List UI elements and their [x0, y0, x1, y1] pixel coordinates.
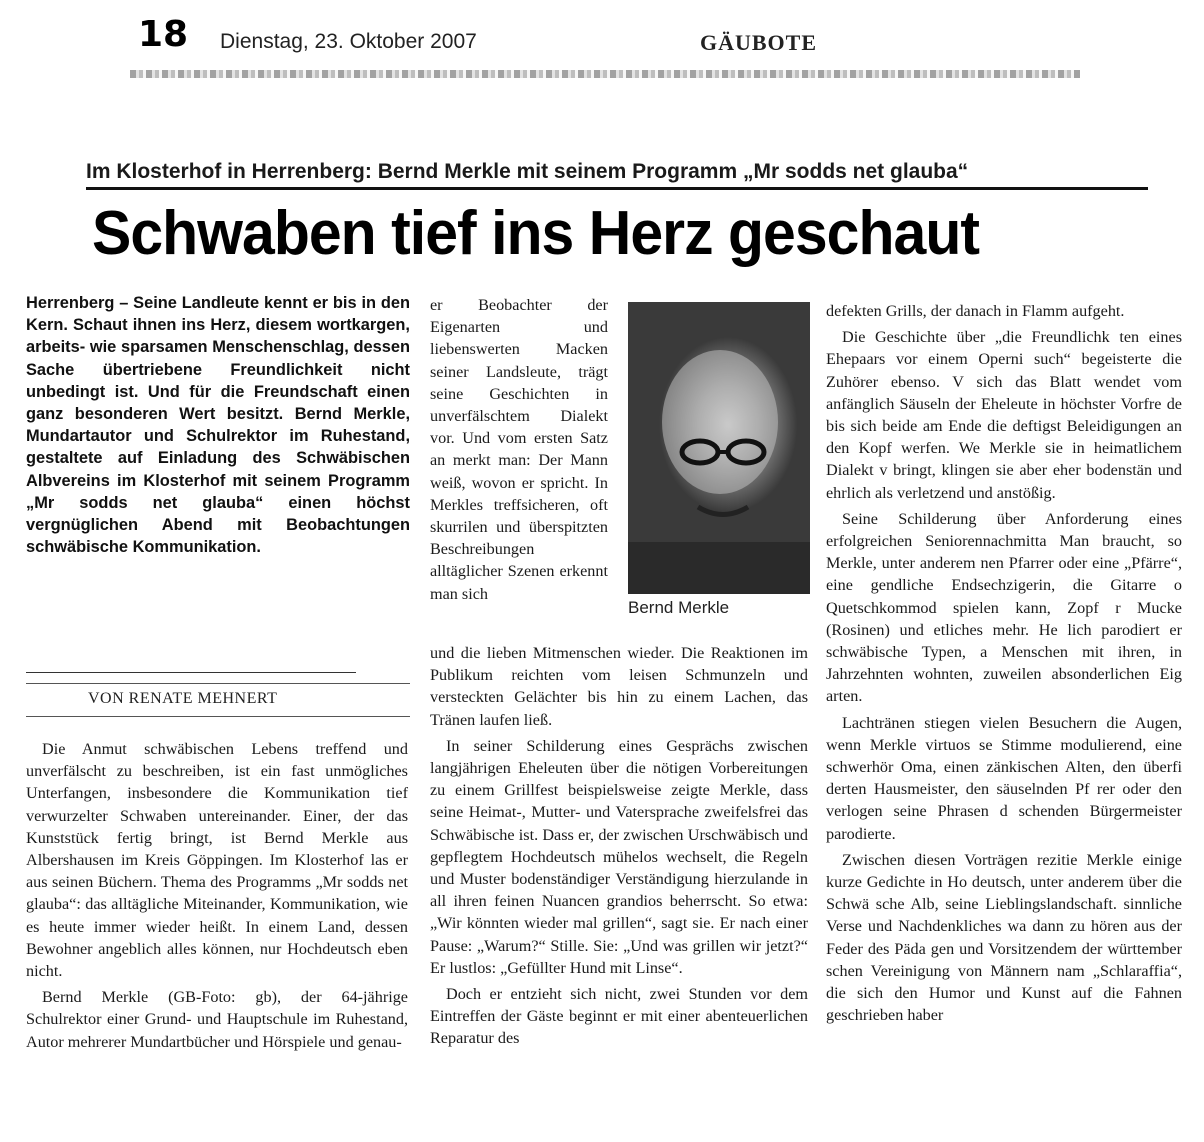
- photo-caption: Bernd Merkle: [628, 598, 730, 617]
- article-column-1: [26, 738, 408, 1057]
- author-photo: [628, 302, 810, 594]
- header-rule: [130, 70, 1080, 78]
- page-number: 18: [138, 14, 189, 55]
- paragraph: er Beobachter der Eigenarten und liebenswerten Macken seiner Landsleute, trägt seine Geschichten in unverfälschtem Dialekt vor. Und vom ersten Satz an merkt man: Der Mann weiß, wovon er spricht. In Merkles treffsicheren, oft skurrilen und überspitzten Beschreibungen alltäglicher Szenen erkennt man sich: [430, 296, 608, 603]
- paragraph: Bernd Merkle (GB-Foto: gb), der 64-jährige Schulrektor einer Grund- und Hauptschule im Ruhestand, Autor mehrerer Mundartbücher und Hörspiele und genau-: [26, 988, 408, 1051]
- paragraph: Doch er entzieht sich nicht, zwei Stunden vor dem Eintreffen der Gäste beginnt er mit einer abenteuerlichen Reparatur des: [430, 985, 808, 1048]
- paragraph: defekten Grills, der danach in Flamm aufgeht.: [826, 302, 1125, 320]
- byline-rule-bottom: [26, 716, 410, 717]
- lead-divider: [26, 672, 356, 673]
- article-column-2-top: [430, 294, 608, 609]
- issue-date: Dienstag, 23. Oktober 2007: [220, 30, 477, 53]
- article-column-2: [430, 642, 808, 1054]
- byline-rule-top: [26, 683, 410, 684]
- newspaper-name: GÄUBOTE: [700, 30, 818, 55]
- paragraph: Die Anmut schwäbischen Lebens treffend und unverfälscht zu beschreiben, ist ein fast unmögliches Unterfangen, insbesondere die Kommunikation tief verwurzelter Schwaben untereinander. Einer, der das Kunststück fertig bringt, ist Bernd Merkle aus Albershausen im Kreis Göppingen. Im Klosterhof las er aus seinen Büchern. Thema des Programms „Mr sodds net glauba“: das alltägliche Miteinander, Kommunikation, wie es heute immer wieder heißt. In einem Land, dessen Bewohner angeblich alles können, nur Hochdeutsch eben nicht.: [26, 740, 408, 981]
- article-column-3: [826, 300, 1182, 1031]
- paragraph: Die Geschichte über „die Freundlichk ten eines Ehepaars vor einem Operni such“ begeisterte die Zuhörer ebenso. V sich das Blatt wendet vom anfänglich Säuseln der Eheleute in höchster Vorfre de bis sich beide am Ende die deftigst Beleidigungen an den Kopf werfen. We Merkle sie in heimatlichem Dialekt v bringt, klingen sie aber eher bodenstän und ehrlich als verletzend und anstößig.: [826, 328, 1182, 502]
- article-kicker: Im Klosterhof in Herrenberg: Bernd Merkle mit seinem Programm „Mr sodds net glauba“: [86, 160, 1148, 190]
- article-lead: Herrenberg – Seine Landleute kennt er bis in den Kern. Schaut ihnen ins Herz, diesem wortkargen, arbeits- wie sparsamen Menschenschlag, dessen Sache übertriebene Freundlichkeit nicht unbedingt ist. Und für die Freundschaft einen ganz besonderen Wert besitzt. Bernd Merkle, Mundartautor und Schulrektor im Ruhestand, gestaltete auf Einladung des Schwäbischen Albvereins im Klosterhof mit seinem Programm „Mr sodds net glauba“ einen höchst vergnüglichen Abend mit Beobachtungen schwäbische Kommunikation.: [26, 294, 410, 557]
- paragraph: In seiner Schilderung eines Gesprächs zwischen langjährigen Eheleuten über die nötigen Vorbereitungen zu einem Grillfest beispielsweise zeigte Merkle, dass seine Heimat-, Mutter- und Vatersprache zweifelsfrei das Schwäbische ist. Dass er, der zwischen Urschwäbisch und gepflegtem Hochdeutsch mühelos wechselt, die Regeln und Muster bodenständiger Verständigung hierzulande in all ihren feinen Nuancen grandios beherrscht. So etwa: „Wir könnten wieder mal grillen“, sagt sie. Er nach einer Pause: „Warum?“ Stille. Sie: „Und was grillen wir jetzt?“ Er lustlos: „Gefüllter Hund mit Linse“.: [430, 736, 808, 977]
- paragraph: Seine Schilderung über Anforderung eines erfolgreichen Seniorennachmitta Man braucht, so Merkle, unter anderem nen Pfarrer oder eine „Pfärre“, eine gendliche Endsechzigerin, die Gitarre o Quetschkommod spielen kann, Zopf r Mucke (Rosinen) und etliches mehr. He lich parodiert er schwäbische Typen, a Menschen mit ihren, in Jahrzehnten wohnten, zuweilen absonderlichen Eig arten.: [826, 509, 1182, 706]
- article-headline: Schwaben tief ins Herz geschaut: [92, 199, 980, 268]
- paragraph: und die lieben Mitmenschen wieder. Die Reaktionen im Publikum reichten vom leisen Schmunzeln und versteckten Gelächter bis hin zu einem Lachen, das Tränen laufen ließ.: [430, 644, 808, 729]
- paragraph: Zwischen diesen Vorträgen rezitie Merkle einige kurze Gedichte in Ho deutsch, unter anderem über die Schwä sche Alb, seine Lieblingslandschaft. sinnliche Verse und Nachdenkliches wa dann zu hören aus der Feder des Päda gen und Vorsitzendem der württember schen Vereinigung von Männern nam „Schlaraffia“, die sich den Humor und Kunst auf die Fahnen geschrieben haber: [826, 850, 1182, 1025]
- article-byline: VON RENATE MEHNERT: [88, 690, 278, 707]
- paragraph: Lachtränen stiegen vielen Besuchern die Augen, wenn Merkle virtuos se Stimme modulierend, eine schwerhör Oma, einen zänkischen Alten, den überfi derten Hausmeister, den säuselnden Pf rer oder den verlogen seine Phrasen d schenden Bürgermeister parodierte.: [826, 713, 1182, 843]
